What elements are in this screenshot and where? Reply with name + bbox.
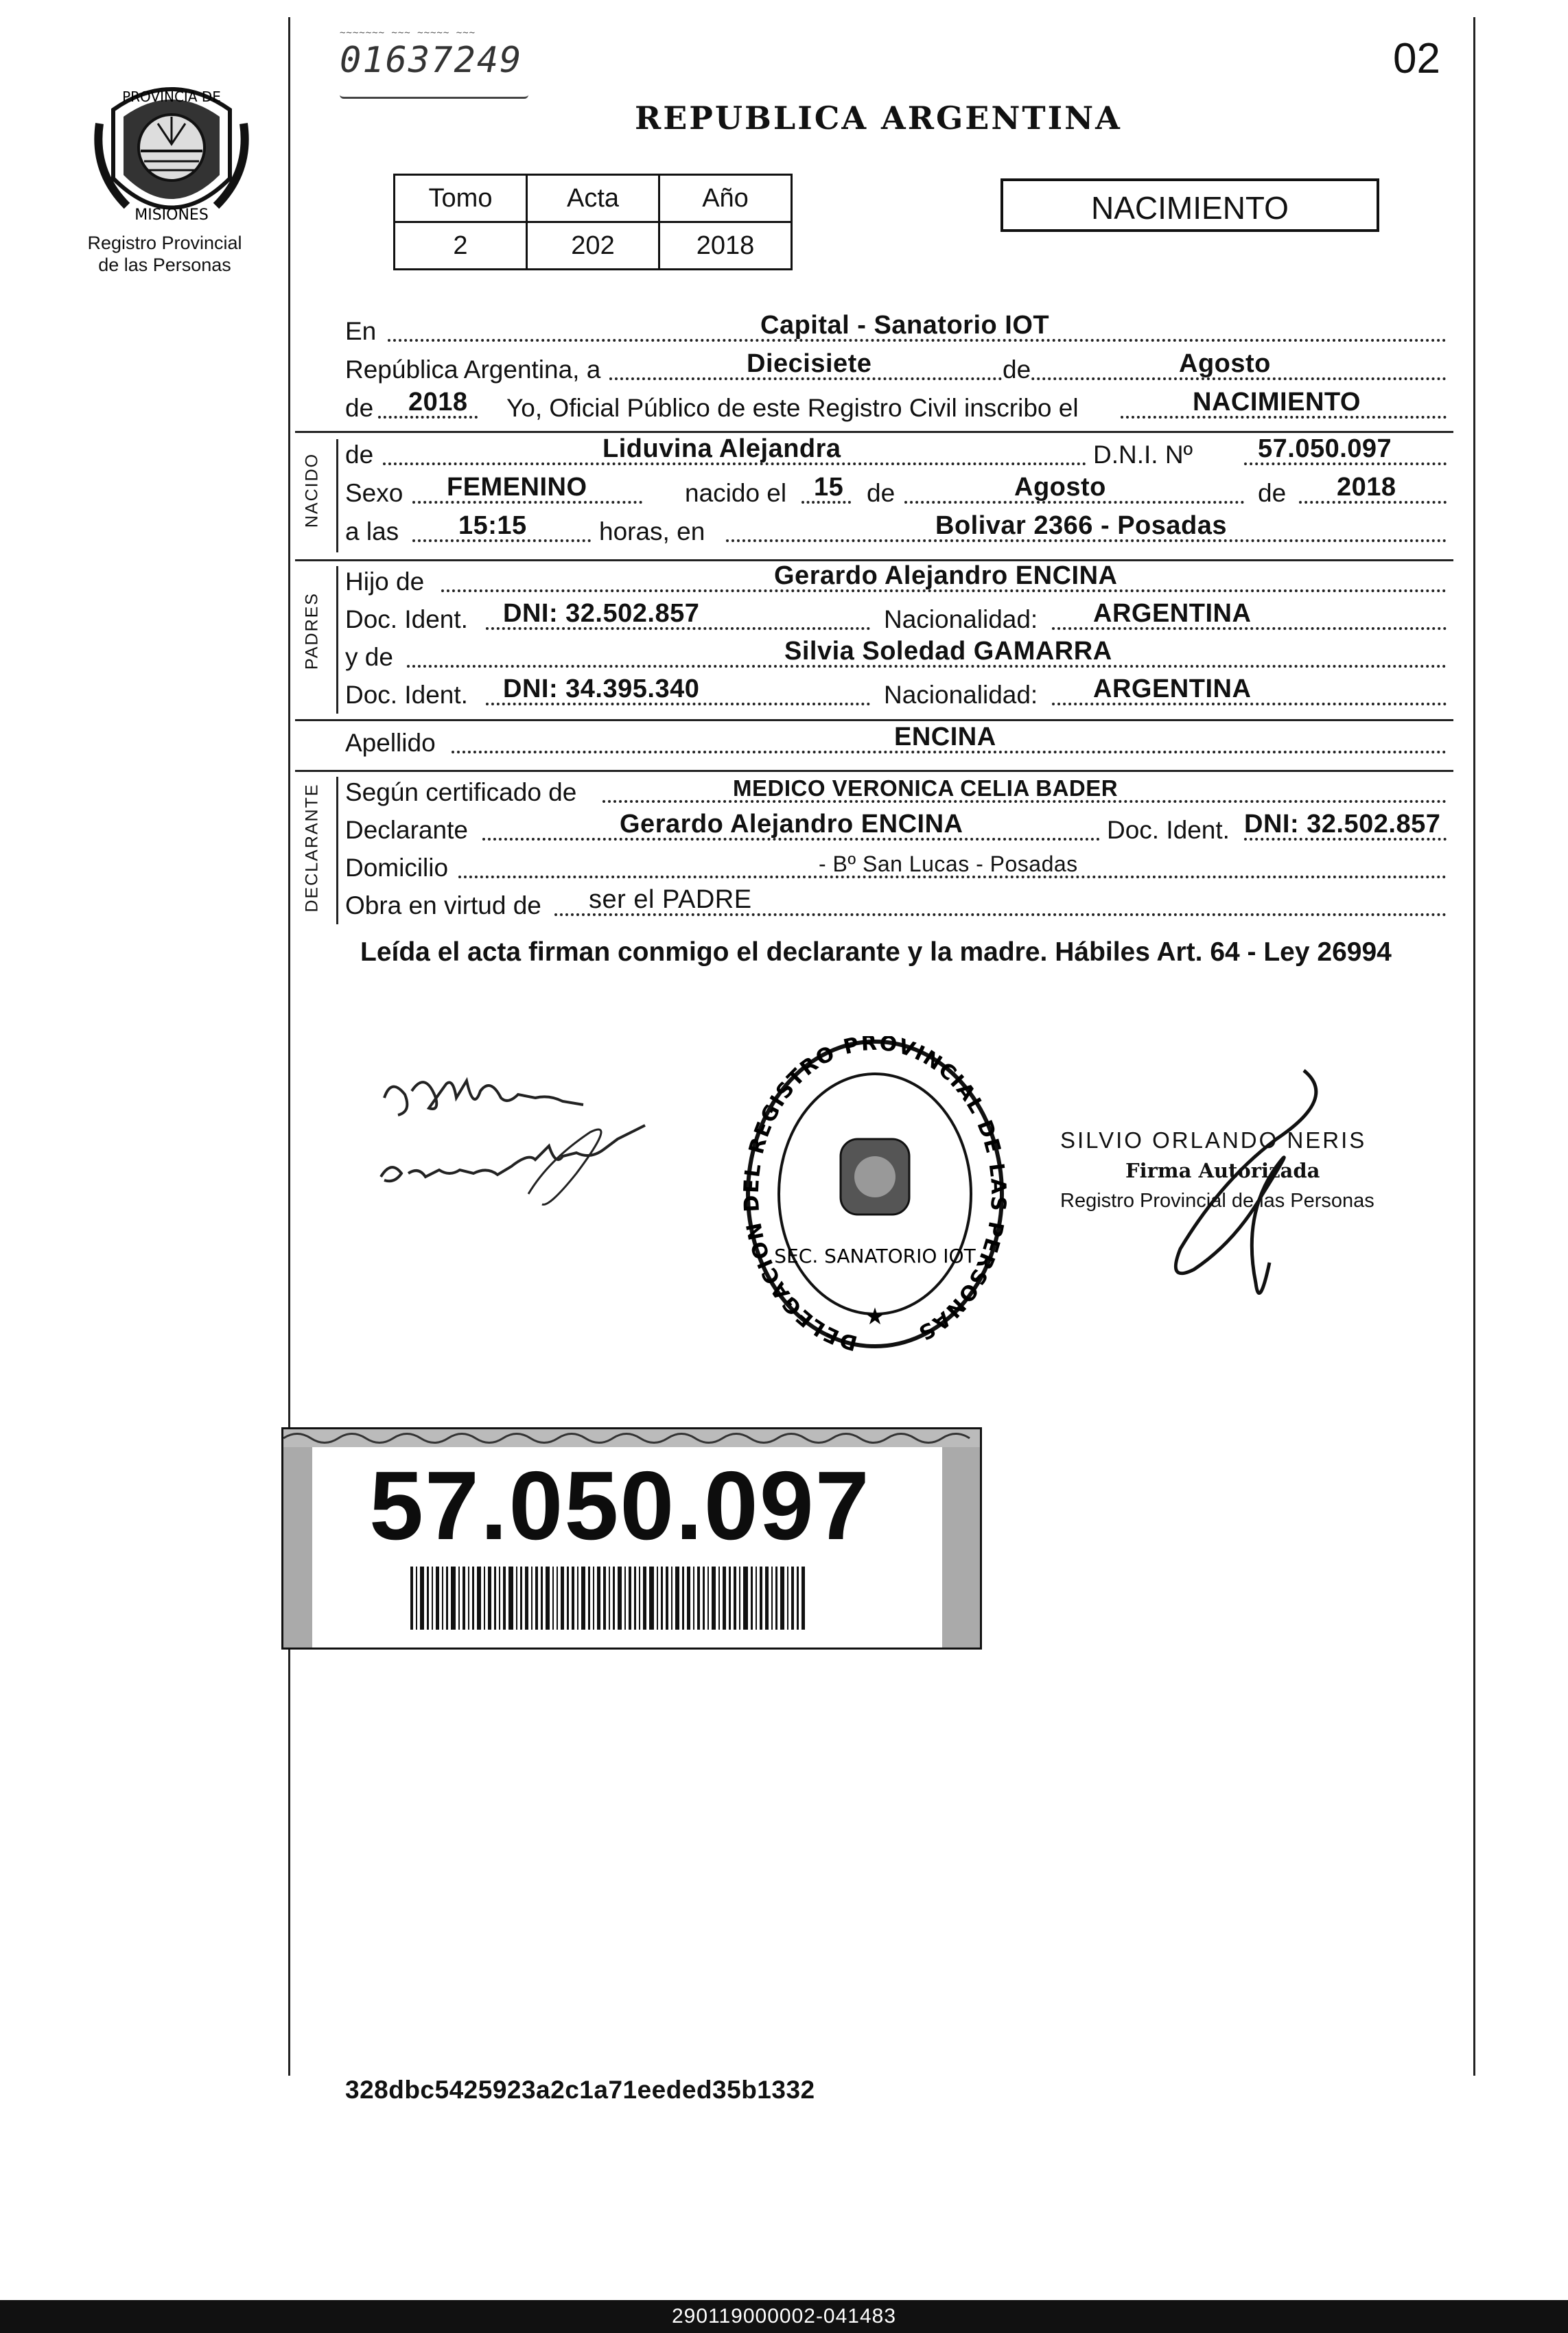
- section-divider: [295, 431, 1453, 433]
- barcode-bar: [552, 1567, 554, 1630]
- record-table-cell: 2: [395, 222, 527, 270]
- declarante-side-label: DECLARANTE: [302, 783, 322, 913]
- birth-year: 2018: [1337, 473, 1396, 502]
- official-org: Registro Provincial de las Personas: [1060, 1190, 1374, 1212]
- barcode-bar: [593, 1567, 594, 1630]
- barcode-bar: [734, 1567, 736, 1630]
- line-father-doc: Doc. Ident. DNI: 32.502.857 Nacionalidad: ARGENTINA: [345, 604, 1447, 637]
- month-value: Agosto: [1179, 349, 1271, 378]
- barcode-bar: [743, 1567, 748, 1630]
- registry-caption: Registro Provincial de las Personas: [87, 233, 242, 275]
- barcode-bar: [613, 1567, 615, 1630]
- day-value: Diecisiete: [747, 349, 872, 378]
- barcode-bar: [765, 1567, 769, 1630]
- line-apellido: Apellido ENCINA: [345, 727, 1447, 760]
- line-declarante: Declarante Gerardo Alejandro ENCINA Doc. Ident. DNI: 32.502.857: [345, 814, 1447, 847]
- barcode-bar: [442, 1567, 443, 1630]
- record-table: [393, 174, 793, 270]
- parents-signatures: [371, 1057, 686, 1215]
- child-name: Liduvina Alejandra: [602, 434, 841, 463]
- barcode-bar: [561, 1567, 564, 1630]
- record-table-header: Tomo: [395, 175, 527, 222]
- place-value: Capital - Sanatorio IOT: [760, 311, 1050, 340]
- country-title: REPUBLICA ARGENTINA: [635, 99, 1122, 137]
- record-table-cell: 2018: [659, 222, 792, 270]
- barcode-bar: [581, 1567, 585, 1630]
- declarant-doc: DNI: 32.502.857: [1244, 810, 1441, 839]
- barcode-bar: [771, 1567, 773, 1630]
- barcode-bar: [546, 1567, 550, 1630]
- barcode-bar: [410, 1567, 413, 1630]
- barcode-bar: [707, 1567, 709, 1630]
- mother-name: Silvia Soledad GAMARRA: [784, 637, 1112, 666]
- barcode-bar: [588, 1567, 590, 1630]
- barcode-bar: [463, 1567, 465, 1630]
- barcode-bar: [657, 1567, 658, 1630]
- barcode-bar: [494, 1567, 496, 1630]
- barcode-bar: [472, 1567, 474, 1630]
- birth-time: 15:15: [458, 511, 527, 540]
- barcode-bar: [597, 1567, 600, 1630]
- barcode-bar: [682, 1567, 684, 1630]
- barcode-bar: [775, 1567, 777, 1630]
- barcode-bar: [567, 1567, 569, 1630]
- record-type-box: NACIMIENTO: [1001, 178, 1379, 232]
- barcode-bar: [643, 1567, 646, 1630]
- barcode-bar: [756, 1567, 757, 1630]
- barcode-bar: [432, 1567, 433, 1630]
- barcode-bar: [557, 1567, 558, 1630]
- barcode-bar: [739, 1567, 740, 1630]
- line-father-name: Hijo de Gerardo Alejandro ENCINA: [345, 566, 1447, 599]
- barcode-bar: [572, 1567, 574, 1630]
- line-nacido-sexo: Sexo FEMENINO nacido el 15 de Agosto de 2018: [345, 478, 1447, 511]
- barcode-bar: [508, 1567, 513, 1630]
- barcode-bar: [531, 1567, 533, 1630]
- barcode-bar: [503, 1567, 506, 1630]
- barcode-bar: [675, 1567, 679, 1630]
- section-brace: [336, 439, 338, 552]
- barcode-bar: [525, 1567, 528, 1630]
- record-table-header: Acta: [527, 175, 659, 222]
- barcode-bar: [516, 1567, 517, 1630]
- section-divider: [295, 770, 1453, 772]
- record-table-header: Año: [659, 175, 792, 222]
- birth-day: 15: [814, 473, 844, 502]
- year-value: 2018: [408, 388, 468, 417]
- svg-text:★: ★: [864, 1303, 886, 1330]
- father-nationality: ARGENTINA: [1093, 599, 1252, 628]
- barcode-bar: [609, 1567, 610, 1630]
- surname-value: ENCINA: [894, 723, 996, 751]
- line-inscribe: de 2018 Yo, Oficial Público de este Registro Civil inscribo el NACIMIENTO: [345, 392, 1447, 425]
- line-republica: República Argentina, a Diecisiete de Agosto: [345, 354, 1447, 387]
- line-domicilio: Domicilio - Bº San Lucas - Posadas: [345, 852, 1447, 885]
- barcode-bar: [427, 1567, 429, 1630]
- official-stamp: [738, 1036, 1012, 1352]
- father-doc: DNI: 32.502.857: [503, 599, 700, 628]
- barcode-bar: [661, 1567, 663, 1630]
- left-margin-line: [288, 17, 290, 2076]
- barcode-bar: [712, 1567, 716, 1630]
- barcode-bar: [477, 1567, 481, 1630]
- barcode-bar: [603, 1567, 606, 1630]
- father-name: Gerardo Alejandro ENCINA: [774, 561, 1118, 590]
- barcode-bar: [729, 1567, 731, 1630]
- svg-text:DELEGACION DEL REGISTRO PROVIN: DELEGACION DEL REGISTRO PROVINCIAL DE LAS PERSONAS: [739, 1036, 1011, 1352]
- address-value: - Bº San Lucas - Posadas: [819, 852, 1078, 876]
- barcode-bar: [787, 1567, 788, 1630]
- page-number: 02: [1393, 35, 1440, 82]
- barcode-bar: [671, 1567, 672, 1630]
- barcode-bar: [520, 1567, 522, 1630]
- barcode-bar: [451, 1567, 456, 1630]
- official-signature-block: [1060, 1125, 1417, 1216]
- barcode-bar: [618, 1567, 622, 1630]
- section-brace: [336, 777, 338, 924]
- line-mother-name: y de Silvia Soledad GAMARRA: [345, 642, 1447, 675]
- capacity-value: ser el PADRE: [589, 885, 752, 914]
- document-hash: 328dbc5425923a2c1a71eeded35b1332: [345, 2076, 815, 2104]
- barcode-bar: [577, 1567, 578, 1630]
- line-mother-doc: Doc. Ident. DNI: 34.395.340 Nacionalidad: ARGENTINA: [345, 679, 1447, 712]
- inscribe-value: NACIMIENTO: [1193, 388, 1361, 417]
- dni-sticker: [281, 1427, 982, 1650]
- barcode-bar: [499, 1567, 500, 1630]
- line-nacido-name: de Liduvina Alejandra D.N.I. Nº 57.050.097: [345, 439, 1447, 472]
- svg-text:PROVINCIA DE: PROVINCIA DE: [122, 89, 221, 105]
- svg-text:SEC. SANATORIO IOT: SEC. SANATORIO IOT: [774, 1245, 976, 1267]
- line-obra: Obra en virtud de ser el PADRE: [345, 890, 1447, 923]
- official-role: Firma Autorizada: [1125, 1159, 1320, 1182]
- barcode-bar: [541, 1567, 543, 1630]
- right-margin-line: [1473, 17, 1475, 2076]
- mother-nationality: ARGENTINA: [1093, 675, 1252, 703]
- barcode-bar: [666, 1567, 668, 1630]
- barcode-bar: [697, 1567, 700, 1630]
- mother-doc: DNI: 34.395.340: [503, 675, 700, 703]
- barcode-bar: [458, 1567, 460, 1630]
- legal-notice: Leída el acta firman conmigo el declarante y la madre. Hábiles Art. 64 - Ley 26994: [360, 937, 1392, 967]
- serial-number: ~~~~~~~ ~~~ ~~~~~ ~~~ 01637249: [340, 40, 528, 102]
- barcode-bar: [693, 1567, 694, 1630]
- barcode-bar: [751, 1567, 753, 1630]
- footer-code: 290119000002-041483: [0, 2300, 1568, 2333]
- declarant-name: Gerardo Alejandro ENCINA: [620, 810, 963, 839]
- barcode-bar: [718, 1567, 720, 1630]
- barcode-bar: [639, 1567, 640, 1630]
- barcode-bar: [468, 1567, 469, 1630]
- barcode-bar: [634, 1567, 636, 1630]
- record-table-cell: 202: [527, 222, 659, 270]
- child-dni: 57.050.097: [1258, 434, 1392, 463]
- barcode-bar: [446, 1567, 448, 1630]
- barcode-bar: [780, 1567, 784, 1630]
- barcode-bar: [420, 1567, 424, 1630]
- barcode-bar: [535, 1567, 538, 1630]
- barcode-bar: [797, 1567, 799, 1630]
- barcode-bar: [687, 1567, 690, 1630]
- section-brace: [336, 566, 338, 714]
- official-name: SILVIO ORLANDO NERIS: [1060, 1127, 1367, 1153]
- nacido-side-label: NACIDO: [302, 452, 322, 528]
- line-en: En Capital - Sanatorio IOT: [345, 316, 1447, 349]
- line-nacido-hora: a las 15:15 horas, en Bolivar 2366 - Posadas: [345, 516, 1447, 549]
- certificate-value: MEDICO VERONICA CELIA BADER: [733, 775, 1119, 801]
- barcode-bar: [791, 1567, 794, 1630]
- barcode-bar: [760, 1567, 762, 1630]
- barcode-bar: [624, 1567, 626, 1630]
- barcode-bar: [801, 1567, 805, 1630]
- barcode-bar: [416, 1567, 417, 1630]
- padres-side-label: PADRES: [302, 592, 322, 670]
- line-certificado: Según certificado de MEDICO VERONICA CELIA BADER: [345, 777, 1447, 810]
- birth-month: Agosto: [1014, 473, 1106, 502]
- barcode-bar: [488, 1567, 491, 1630]
- barcode-bar: [484, 1567, 485, 1630]
- barcode-bar: [703, 1567, 705, 1630]
- child-sex: FEMENINO: [447, 473, 587, 502]
- dni-number: 57.050.097: [369, 1451, 871, 1560]
- barcode-bar: [723, 1567, 726, 1630]
- barcode-bar: [649, 1567, 654, 1630]
- svg-text:MISIONES: MISIONES: [134, 207, 209, 224]
- birth-place: Bolivar 2366 - Posadas: [935, 511, 1227, 540]
- section-divider: [295, 719, 1453, 721]
- barcode-bar: [629, 1567, 631, 1630]
- barcode-bar: [436, 1567, 439, 1630]
